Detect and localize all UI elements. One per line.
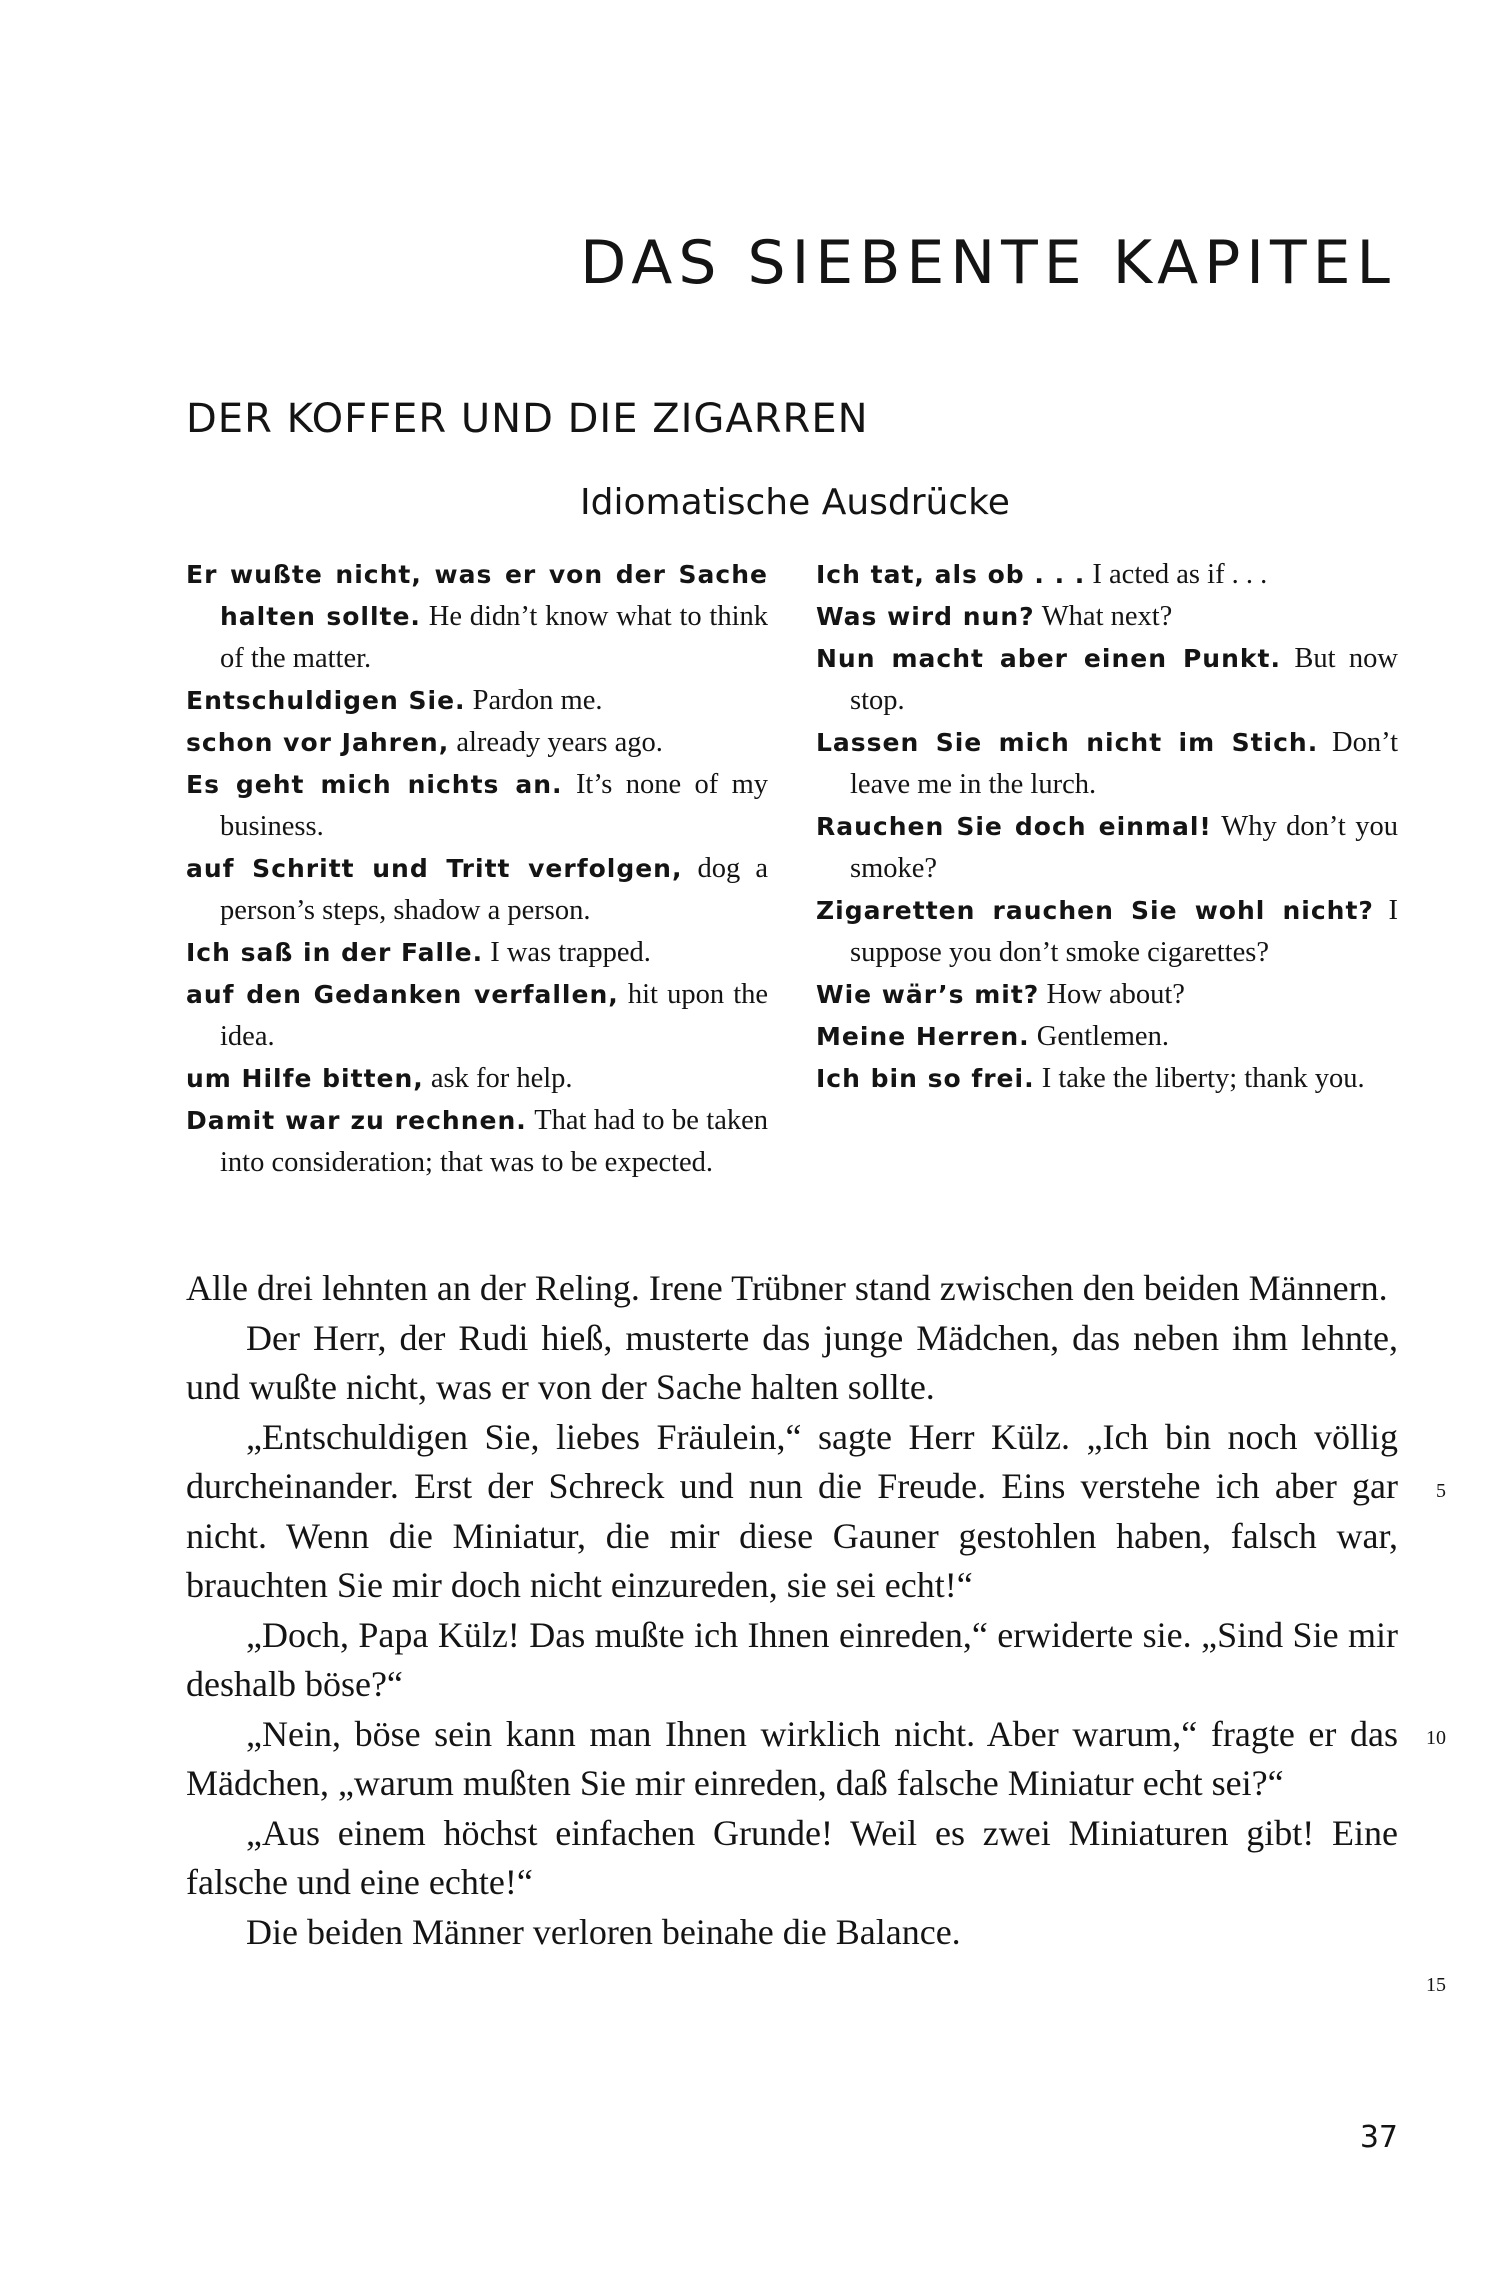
- idiom-english: I suppose you don’t smoke cigarettes?: [850, 895, 1398, 968]
- paragraph: Der Herr, der Rudi hieß, musterte das junge Mädchen, das neben ihm lehnte, und wußte nicht, was er von der Sache halten sollte.: [186, 1317, 1398, 1407]
- idiom-entry: [816, 806, 1398, 890]
- idiom-english: I was trapped.: [490, 937, 651, 968]
- idiom-entry: [186, 722, 768, 764]
- idiom-english: hit upon the idea.: [220, 979, 769, 1052]
- paragraph: Alle drei lehnten an der Reling. Irene Trübner stand zwischen den beiden Männern.: [186, 1268, 1388, 1308]
- idiom-entry: [816, 974, 1398, 1016]
- idiom-german: Meine Herren.: [816, 1022, 1030, 1051]
- idiom-entry: [816, 1058, 1398, 1100]
- line-number: 5: [1436, 1480, 1446, 1502]
- idiom-english: Pardon me.: [472, 685, 603, 716]
- idiom-german: Ich tat, als ob . . .: [816, 560, 1086, 589]
- idiom-german: Rauchen Sie doch einmal!: [816, 812, 1212, 841]
- idiom-entry: [186, 764, 768, 848]
- idiom-german: Er wußte nicht, was er von der Sache halten sollte.: [186, 560, 768, 631]
- idiom-english: already years ago.: [456, 727, 663, 758]
- idiom-entry: [816, 722, 1398, 806]
- idiom-entry: [816, 638, 1398, 722]
- idiom-english: dog a person’s steps, shadow a person.: [220, 853, 768, 926]
- idiom-english: What next?: [1041, 601, 1173, 632]
- idiom-german: Ich bin so frei.: [816, 1064, 1035, 1093]
- idiom-entry: [186, 554, 768, 680]
- idiom-german: schon vor Jahren,: [186, 728, 450, 757]
- idiom-entry: [186, 1058, 768, 1100]
- idiom-entry: [186, 680, 768, 722]
- idiom-entry: [186, 974, 768, 1058]
- idiom-entry: [186, 848, 768, 932]
- idiom-german: Ich saß in der Falle.: [186, 938, 484, 967]
- paragraph: Die beiden Männer verloren beinahe die Balance.: [246, 1911, 961, 1952]
- idiom-german: auf Schritt und Tritt verfolgen,: [186, 854, 683, 883]
- idiom-german: auf den Gedanken verfallen,: [186, 980, 619, 1009]
- idiom-english: But now stop.: [850, 643, 1398, 716]
- idiom-english: How about?: [1046, 979, 1185, 1010]
- body-text: [186, 1264, 1398, 1957]
- idiom-german: Entschuldigen Sie.: [186, 686, 466, 715]
- idioms-right-column: [816, 554, 1398, 1100]
- idiom-german: Was wird nun?: [816, 602, 1035, 631]
- idiom-english: ask for help.: [430, 1063, 573, 1094]
- idiom-english: That had to be taken into consideration; that was to be expected.: [220, 1105, 768, 1178]
- idiom-english: It’s none of my business.: [220, 769, 769, 842]
- idioms-left-column: [186, 554, 768, 1184]
- idiom-german: um Hilfe bitten,: [186, 1064, 424, 1093]
- idiom-german: Es geht mich nichts an.: [186, 770, 563, 799]
- line-number: 10: [1426, 1727, 1446, 1749]
- idiom-entry: [186, 1100, 768, 1184]
- paragraph: „Entschuldigen Sie, liebes Fräulein,“ sagte Herr Külz. „Ich bin noch völlig durcheinander. Erst der Schreck und nun die Freude. Eins verstehe ich aber gar nicht. Wenn die Miniatur, die mir diese Gauner gestohlen haben, falsch war, brauchten Sie mir doch nicht einzureden, sie sei echt!“: [186, 1416, 1398, 1605]
- idiom-entry: [816, 554, 1398, 596]
- idioms-heading: Idiomatische Ausdrücke: [580, 482, 1010, 523]
- idiom-english: Don’t leave me in the lurch.: [850, 727, 1399, 800]
- idiom-german: Lassen Sie mich nicht im Stich.: [816, 728, 1319, 757]
- idiom-german: Damit war zu rechnen.: [186, 1106, 527, 1135]
- idiom-entry: [816, 1016, 1398, 1058]
- idiom-english: Gentlemen.: [1036, 1021, 1169, 1052]
- paragraph: „Doch, Papa Külz! Das mußte ich Ihnen einreden,“ erwiderte sie. „Sind Sie mir deshalb böse?“: [186, 1614, 1398, 1704]
- idiom-english: I acted as if . . .: [1092, 559, 1268, 590]
- paragraph: „Aus einem höchst einfachen Grunde! Weil es zwei Miniaturen gibt! Eine falsche und eine echte!“: [186, 1812, 1398, 1902]
- page-number: 37: [1359, 2120, 1398, 2155]
- idiom-english: He didn’t know what to think of the matter.: [220, 601, 769, 674]
- idiom-entry: [816, 596, 1398, 638]
- section-title: DER KOFFER UND DIE ZIGARREN: [186, 396, 869, 442]
- idiom-german: Wie wär’s mit?: [816, 980, 1040, 1009]
- idiom-entry: [816, 890, 1398, 974]
- chapter-title: DAS SIEBENTE KAPITEL: [580, 228, 1396, 298]
- paragraph: „Nein, böse sein kann man Ihnen wirklich nicht. Aber warum,“ fragte er das Mädchen, „warum mußten Sie mir einreden, daß falsche Miniatur echt sei?“: [186, 1713, 1398, 1803]
- idiom-german: Nun macht aber einen Punkt.: [816, 644, 1281, 673]
- idiom-english: Why don’t you smoke?: [850, 811, 1399, 884]
- idiom-german: Zigaretten rauchen Sie wohl nicht?: [816, 896, 1374, 925]
- idiom-english: I take the liberty; thank you.: [1041, 1063, 1365, 1094]
- line-number: 15: [1426, 1974, 1446, 1996]
- idiom-entry: [186, 932, 768, 974]
